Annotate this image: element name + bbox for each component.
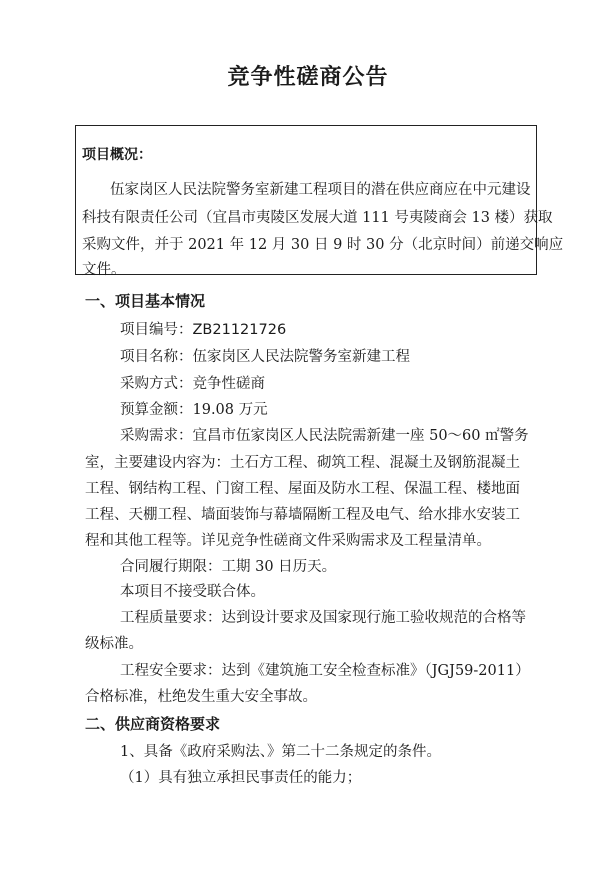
overview-line: 采购文件，并于 2021 年 12 月 30 日 9 时 30 分（北京时间）前递交响应 <box>82 237 564 253</box>
contract-period: 合同履行期限：工期 30 日历天。 <box>120 559 337 575</box>
procurement-method: 采购方式：竞争性磋商 <box>120 376 265 392</box>
qualification-subitem: （1）具有独立承担民事责任的能力； <box>120 770 362 786</box>
requirement-line: 工程、钢结构工程、门窗工程、屋面及防水工程、保温工程、楼地面 <box>85 481 520 497</box>
requirement-line: 工程、天棚工程、墙面装饰与幕墙隔断工程及电气、给水排水安装工 <box>85 507 520 523</box>
consortium-note: 本项目不接受联合体。 <box>120 584 265 600</box>
overview-heading: 项目概况： <box>82 147 152 163</box>
project-overview-box <box>75 125 564 278</box>
budget-amount: 预算金额：19.08 万元 <box>120 402 268 418</box>
qualification-item: 1、具备《政府采购法、》第二十二条规定的条件。 <box>120 744 441 760</box>
requirement-line: 采购需求：宜昌市伍家岗区人民法院需新建一座 50～60 ㎡警务 <box>120 428 529 444</box>
requirement-line: 室，主要建设内容为：土石方工程、砌筑工程、混凝土及钢筋混凝土 <box>85 455 520 471</box>
overview-line: 科技有限责任公司（宜昌市夷陵区发展大道 111 号夷陵商会 13 楼）获取 <box>82 210 553 226</box>
safety-requirement-line: 合格标准，杜绝发生重大安全事故。 <box>85 689 317 705</box>
overview-line: 伍家岗区人民法院警务室新建工程项目的潜在供应商应在中元建设 <box>110 182 531 198</box>
safety-requirement-line: 工程安全要求：达到《建筑施工安全检查标准》（JGJ59-2011） <box>120 663 530 679</box>
overview-line: 文件。 <box>82 262 126 278</box>
section-heading-basic-info: 一、项目基本情况 <box>85 292 206 310</box>
project-name: 项目名称：伍家岗区人民法院警务室新建工程 <box>120 349 410 365</box>
document-title: 竞争性磋商公告 <box>227 65 389 90</box>
quality-requirement-line: 级标准。 <box>85 636 143 652</box>
quality-requirement-line: 工程质量要求：达到设计要求及国家现行施工验收规范的合格等 <box>120 610 526 626</box>
project-number: 项目编号：ZB21121726 <box>120 322 287 338</box>
section-heading-qualifications: 二、供应商资格要求 <box>85 715 221 733</box>
requirement-line: 程和其他工程等。详见竞争性磋商文件采购需求及工程量清单。 <box>85 533 491 549</box>
